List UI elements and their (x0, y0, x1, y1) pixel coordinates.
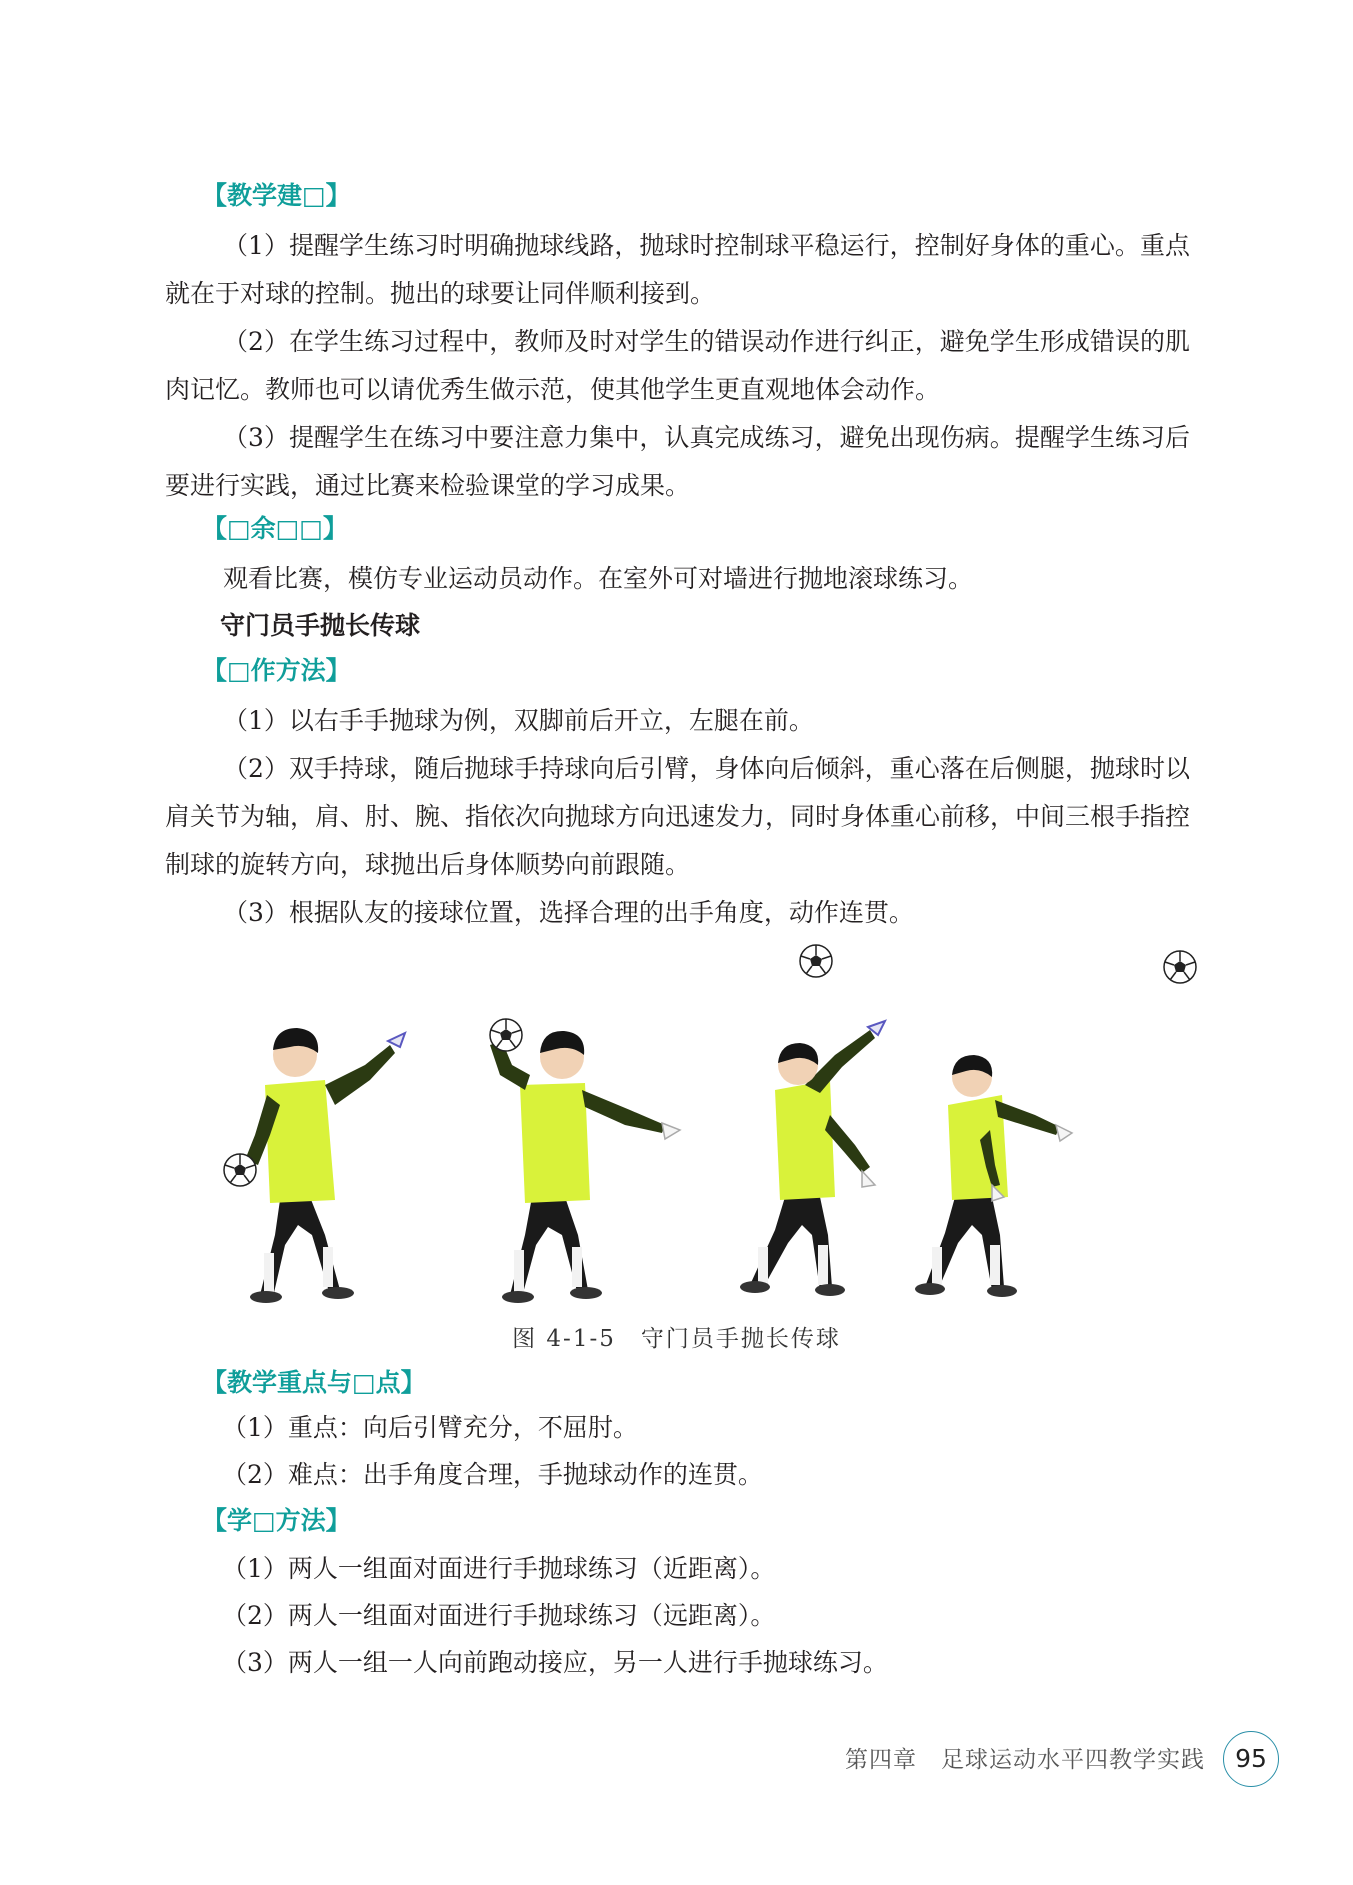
paragraph-method-2: （2）双手持球，随后抛球手持球向后引臂，身体向后倾斜，重心落在后侧腿，抛球时以肩关节为轴，肩、肘、腕、指依次向抛球方向迅速发力，同时身体重心前移，中间三根手指控制球的旋转方向，球抛出后身体顺势向前跟随。 (165, 754, 1191, 879)
paragraph-method-1: （1）以右手手抛球为例，双脚前后开立，左腿在前。 (223, 706, 814, 735)
topic-title: 守门员手抛长传球 (220, 611, 421, 640)
paragraph-method-3: （3）根据队友的接球位置，选择合理的出手角度，动作连贯。 (223, 898, 914, 927)
footer-chapter: 第四章 足球运动水平四教学实践 (845, 1747, 1205, 1773)
goalkeeper-throw-figure (160, 935, 1220, 1315)
paragraph-suggestion-3: （3）提醒学生在练习中要注意力集中，认真完成练习，避免出现伤病。提醒学生练习后要进行实践，通过比赛来检验课堂的学习成果。 (165, 423, 1190, 500)
learning-method-3: （3）两人一组一人向前跑动接应，另一人进行手抛球练习。 (222, 1648, 888, 1677)
heading-spare-time: 【□余□□】 (202, 514, 348, 543)
goalkeeper-pose-3 (740, 1021, 885, 1296)
goalkeeper-pose-4 (915, 1055, 1072, 1297)
paragraph-spare-time: 观看比赛，模仿专业运动员动作。在室外可对墙进行抛地滚球练习。 (223, 564, 974, 593)
heading-key-points: 【教学重点与□点】 (202, 1368, 426, 1397)
paragraph-suggestion-2: （2）在学生练习过程中，教师及时对学生的错误动作进行纠正，避免学生形成错误的肌肉记忆。教师也可以请优秀生做示范，使其他学生更直观地体会动作。 (165, 327, 1190, 404)
paragraph-suggestion-1: （1）提醒学生练习时明确抛球线路，抛球时控制球平稳运行，控制好身体的重心。重点就在于对球的控制。抛出的球要让同伴顺利接到。 (165, 231, 1190, 308)
key-point-1: （1）重点：向后引臂充分，不屈肘。 (222, 1413, 638, 1442)
goalkeeper-pose-2 (490, 1019, 680, 1303)
heading-action-method: 【□作方法】 (202, 656, 351, 685)
ball-icon (1164, 951, 1196, 983)
key-point-2: （2）难点：出手角度合理，手抛球动作的连贯。 (222, 1460, 763, 1489)
figure-caption: 图 4-1-5 守门员手抛长传球 (512, 1326, 841, 1352)
page-number: 95 (1223, 1731, 1279, 1787)
heading-learning-method: 【学□方法】 (202, 1506, 351, 1535)
learning-method-1: （1）两人一组面对面进行手抛球练习（近距离）。 (222, 1554, 776, 1583)
ball-icon (800, 945, 832, 977)
learning-method-2: （2）两人一组面对面进行手抛球练习（远距离）。 (222, 1601, 776, 1630)
heading-teaching-suggestions: 【教学建□】 (202, 181, 351, 210)
goalkeeper-pose-1 (224, 1028, 405, 1303)
